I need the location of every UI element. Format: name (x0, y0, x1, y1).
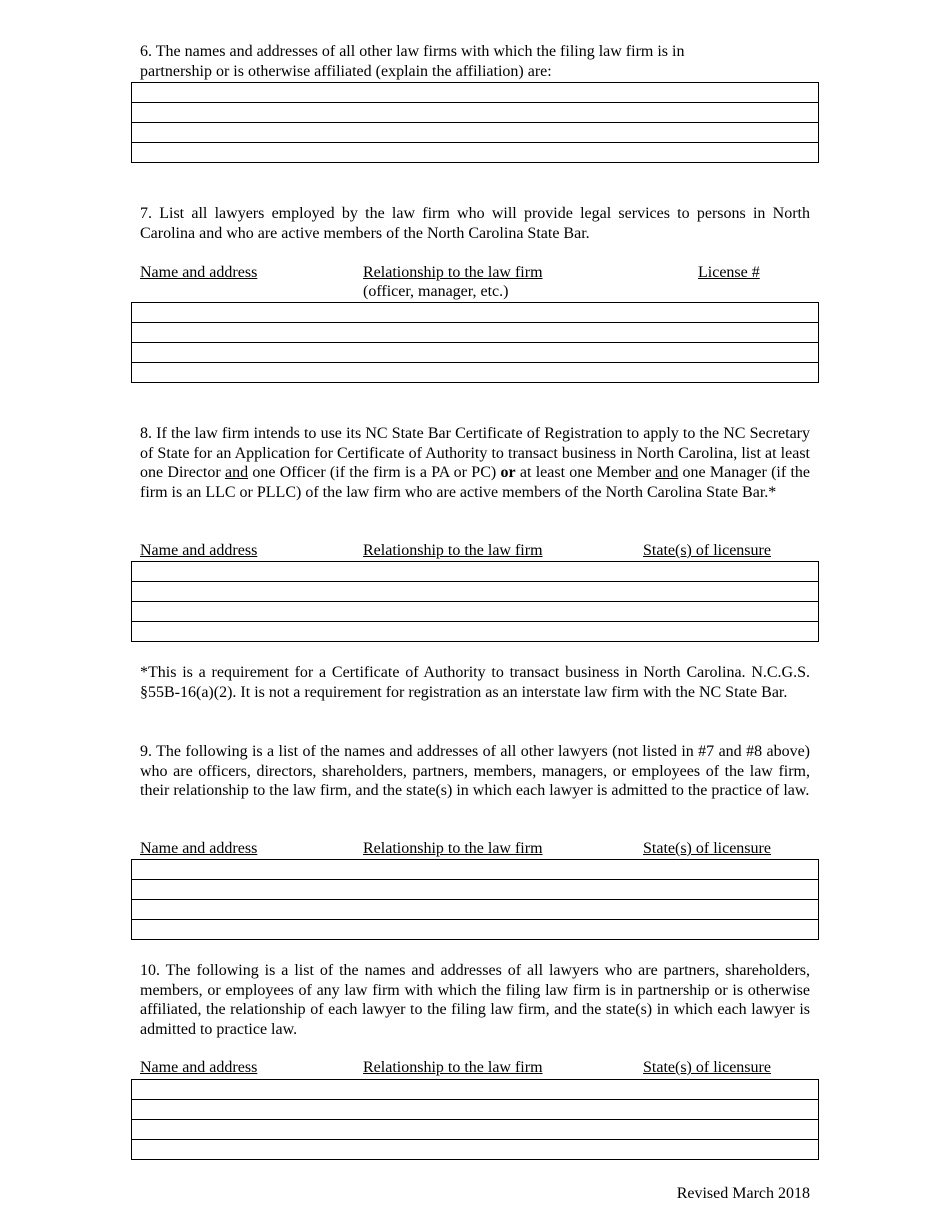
table-row-input[interactable] (132, 1140, 818, 1159)
table-row-input[interactable] (132, 323, 818, 342)
table-row (132, 621, 818, 641)
revision-date: Revised March 2018 (676, 1185, 810, 1202)
column-header-states: State(s) of licensure (643, 840, 771, 857)
table-row-input[interactable] (132, 1100, 818, 1119)
table-row-input[interactable] (132, 920, 818, 939)
question-7-text: 7. List all lawyers employed by the law firm who will provide legal services to persons in North Carolina and who are active members of the North Carolina State Bar. (140, 205, 810, 242)
column-header-relationship: Relationship to the law firm (363, 840, 543, 857)
table-row-input[interactable] (132, 562, 818, 581)
q8-and-2: and (655, 464, 679, 482)
column-header-name: Name and address (140, 264, 258, 281)
table-row (132, 581, 818, 601)
table-row (132, 122, 818, 142)
table-row (132, 303, 818, 322)
table-row (132, 860, 818, 879)
table-row (132, 1119, 818, 1139)
table-row (132, 1080, 818, 1099)
table-row-input[interactable] (132, 83, 818, 102)
table-row (132, 142, 818, 162)
table-row (132, 601, 818, 621)
column-header-relationship: Relationship to the law firm (363, 1059, 543, 1076)
table-row-input[interactable] (132, 582, 818, 601)
q8-text-c: at least one Member (515, 464, 656, 482)
question-10-table (131, 1079, 819, 1160)
table-row-input[interactable] (132, 123, 818, 142)
table-row (132, 899, 818, 919)
table-row-input[interactable] (132, 900, 818, 919)
table-row (132, 1099, 818, 1119)
column-header-name: Name and address (140, 542, 258, 559)
column-header-name: Name and address (140, 840, 258, 857)
column-header-relationship (363, 263, 543, 301)
column-header-relationship-note: (officer, manager, etc.) (363, 283, 509, 300)
table-row-input[interactable] (132, 103, 818, 122)
table-row (132, 919, 818, 939)
column-header-states: State(s) of licensure (643, 1059, 771, 1076)
table-row-input[interactable] (132, 303, 818, 322)
question-8-text (140, 424, 810, 502)
table-row-input[interactable] (132, 602, 818, 621)
table-row (132, 879, 818, 899)
table-row (132, 342, 818, 362)
table-row-input[interactable] (132, 343, 818, 362)
column-header-relationship: Relationship to the law firm (363, 542, 543, 559)
table-row (132, 322, 818, 342)
column-header-states: State(s) of licensure (643, 542, 771, 559)
column-header-relationship-label: Relationship to the law firm (363, 264, 543, 281)
question-10-text: 10. The following is a list of the names and addresses of all lawyers who are partners, shareholders, members, or employees of any law firm with which the filing law firm is in partnership or is otherwise affiliated, the relationship of each lawyer to the filing law firm, and the state(s) in which each lawyer is admitted to practice law. (140, 962, 810, 1038)
table-row (132, 362, 818, 382)
table-row (132, 83, 818, 102)
table-row (132, 102, 818, 122)
question-9-text: 9. The following is a list of the names and addresses of all other lawyers (not listed in #7 and #8 above) who are officers, directors, shareholders, partners, members, managers, or employees of the law firm, their relationship to the law firm, and the state(s) in which each lawyer is admitted to the practice of law. (140, 743, 810, 800)
question-6-text (140, 42, 810, 81)
question-8-table (131, 561, 819, 642)
table-row (132, 562, 818, 581)
q8-text-a: 8. If the law firm intends to use its NC State Bar Certificate of Registration to apply to the NC Secretary of State for an Application for Certificate of Authority to transact business in North Carolina, list at least one Director (140, 425, 810, 482)
q8-text-b: one Officer (if the firm is a PA or PC) (248, 464, 501, 482)
question-6-table (131, 82, 819, 163)
table-row-input[interactable] (132, 1120, 818, 1139)
question-7-table (131, 302, 819, 383)
q8-or: or (500, 464, 516, 482)
footnote: *This is a requirement for a Certificate of Authority to transact business in North Carolina. N.C.G.S. §55B-16(a)(2). It is not a requirement for registration as an interstate law firm with the NC State Bar. (140, 664, 810, 701)
q8-text-d: one Manager (if the firm is an LLC or PLLC) of the law firm who are active members of the North Carolina State Bar.* (140, 464, 810, 501)
table-row (132, 1139, 818, 1159)
table-row-input[interactable] (132, 860, 818, 879)
table-row-input[interactable] (132, 622, 818, 641)
column-header-license: License # (698, 264, 760, 281)
question-9-table (131, 859, 819, 940)
table-row-input[interactable] (132, 880, 818, 899)
q8-and-1: and (224, 464, 249, 482)
table-row-input[interactable] (132, 363, 818, 382)
table-row-input[interactable] (132, 143, 818, 162)
question-6-line-1: 6. The names and addresses of all other law firms with which the filing law firm is in (140, 43, 685, 60)
column-header-name: Name and address (140, 1059, 258, 1076)
question-6-line-2: partnership or is otherwise affiliated (explain the affiliation) are: (140, 62, 552, 80)
table-row-input[interactable] (132, 1080, 818, 1099)
